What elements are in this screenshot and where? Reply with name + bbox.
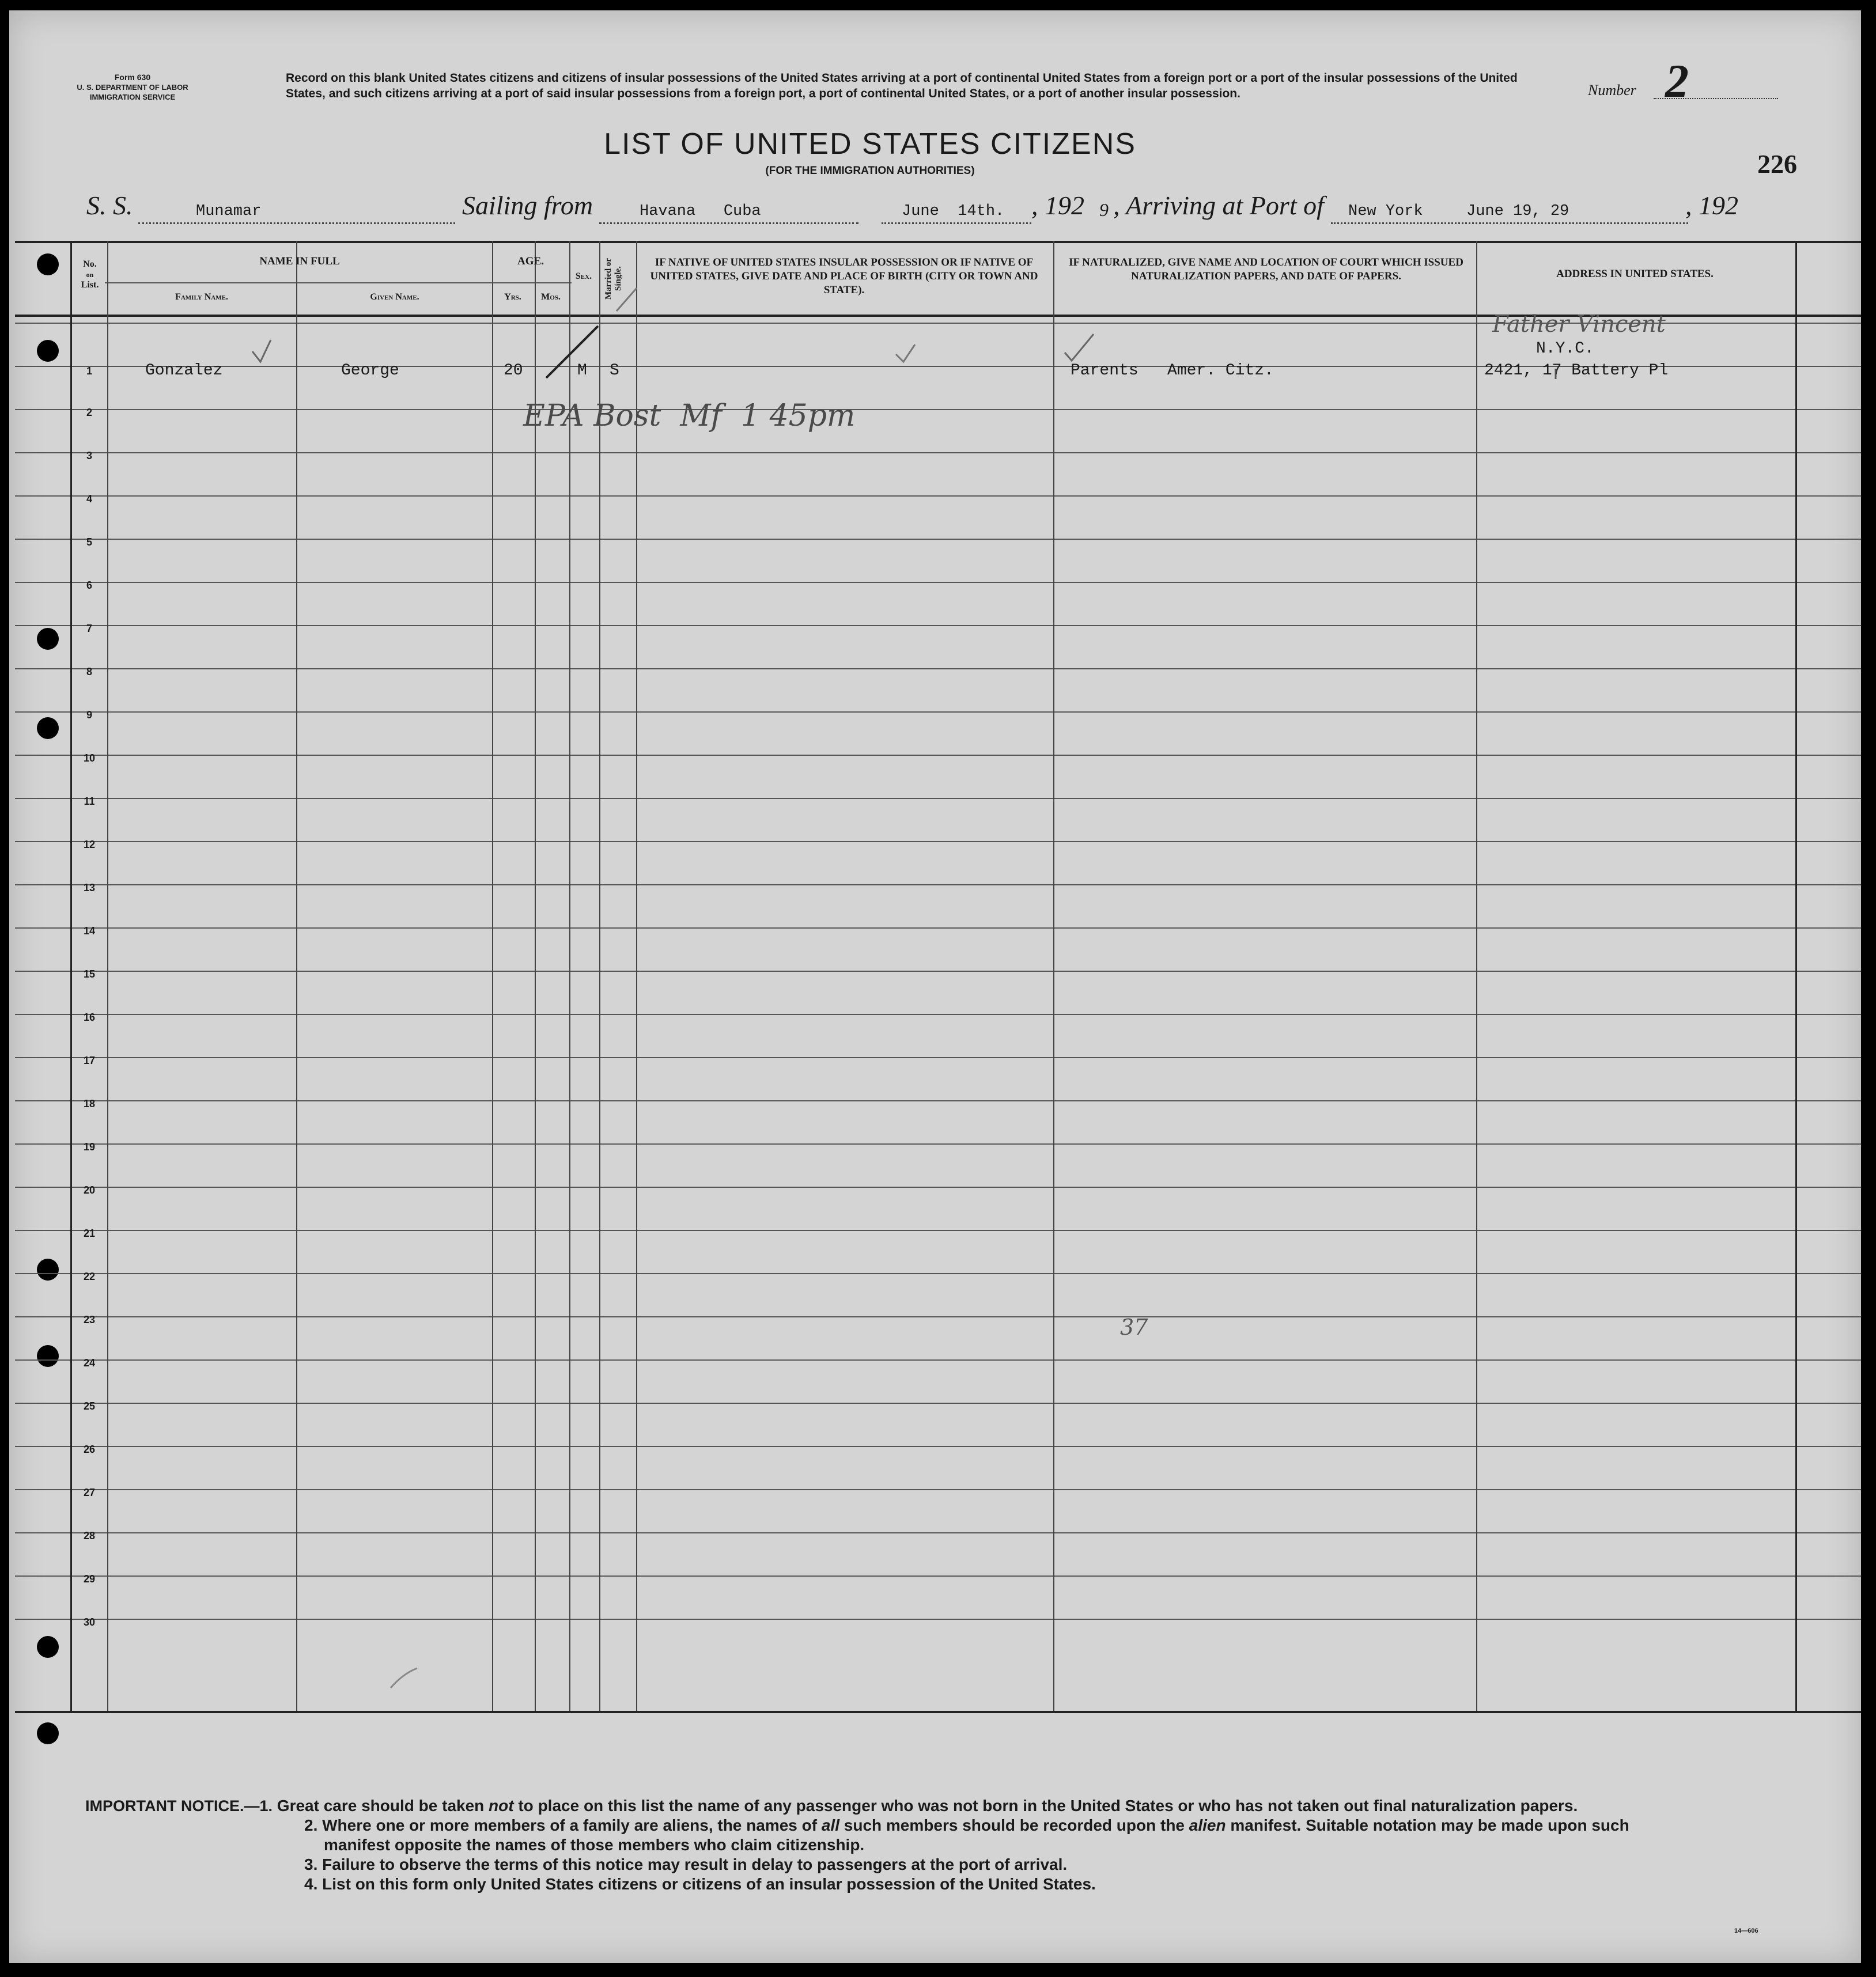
age-strike-mark bbox=[546, 326, 598, 378]
notice-item2-e: manifest. Suitable notation may be made upon such bbox=[1226, 1816, 1629, 1834]
row-number: 19 bbox=[83, 1141, 96, 1153]
row-number: 10 bbox=[83, 752, 96, 764]
pencil-stroke bbox=[616, 288, 637, 311]
check-mark-icon bbox=[252, 340, 271, 362]
row-number: 14 bbox=[83, 925, 96, 937]
row-number: 2 bbox=[86, 407, 92, 418]
header-naturalized: IF NATURALIZED, GIVE NAME AND LOCATION OF COURT WHICH ISSUED NATURALIZATION PAPERS, AND DATE OF PAPERS. bbox=[1069, 256, 1463, 282]
notice-item2-c: such members should be recorded upon the bbox=[839, 1816, 1189, 1834]
department-name: U. S. DEPARTMENT OF LABOR bbox=[77, 83, 188, 92]
row-number: 20 bbox=[83, 1184, 96, 1196]
notice-item1-c: to place on this list the name of any passenger who was not born in the United States or who has not taken out final naturalization papers. bbox=[513, 1797, 1578, 1815]
handwritten-address-note: Father Vincent bbox=[1492, 311, 1666, 338]
notice-item2-a: 2. Where one or more members of a family are aliens, the names of bbox=[304, 1816, 822, 1834]
notice-item4: 4. List on this form only United States citizens or citizens of an insular possession of the United States. bbox=[304, 1875, 1096, 1893]
important-notice bbox=[85, 1796, 1814, 1894]
given-name-cell: George bbox=[341, 362, 399, 380]
row-number: 16 bbox=[83, 1012, 96, 1023]
pencil-stroke bbox=[391, 1668, 417, 1688]
row-number: 21 bbox=[83, 1228, 96, 1239]
header-native-birth: IF NATIVE OF UNITED STATES INSULAR POSSESSION OR IF NATIVE OF UNITED STATES, GIVE DATE AND PLACE OF BIRTH (CITY OR TOWN AND STATE). bbox=[650, 256, 1038, 296]
number-label: Number bbox=[1588, 82, 1636, 99]
row-number: 26 bbox=[83, 1444, 96, 1455]
row-number: 30 bbox=[83, 1616, 96, 1628]
row-number: 3 bbox=[86, 450, 92, 461]
row-number: 23 bbox=[83, 1314, 96, 1325]
row-number: 9 bbox=[86, 709, 92, 721]
header-address: ADDRESS IN UNITED STATES. bbox=[1556, 268, 1714, 280]
row-number: 7 bbox=[86, 623, 92, 634]
row-number: 6 bbox=[86, 580, 92, 591]
notice-item2-b: all bbox=[821, 1816, 839, 1834]
form-number: Form 630 bbox=[114, 73, 151, 82]
year-label-1: , 192 bbox=[1031, 191, 1084, 220]
header-family-name: Family Name. bbox=[175, 292, 228, 302]
sailing-from: Havana Cuba bbox=[640, 203, 761, 220]
header-given-name: Given Name. bbox=[370, 292, 419, 302]
row-number: 4 bbox=[86, 493, 92, 505]
arrival-port: New York bbox=[1348, 203, 1423, 220]
ship-name: Munamar bbox=[196, 203, 262, 220]
address-cell: 2421, 17 Battery Pl bbox=[1484, 362, 1669, 380]
family-name-cell: Gonzalez bbox=[145, 362, 223, 380]
arrival-date: June 19, 29 bbox=[1466, 203, 1569, 220]
header-on: on bbox=[86, 271, 94, 279]
sailing-label: Sailing from bbox=[462, 191, 593, 220]
ss-label: S. S. bbox=[86, 191, 133, 220]
row-number: 15 bbox=[83, 968, 96, 980]
row-number: 12 bbox=[83, 839, 96, 850]
row-number: 29 bbox=[83, 1573, 96, 1585]
check-mark-icon bbox=[1065, 334, 1094, 361]
row-number: 22 bbox=[83, 1271, 96, 1282]
row-number: 24 bbox=[83, 1357, 96, 1369]
notice-item1-a: Great care should be taken bbox=[277, 1797, 489, 1815]
row-number: 8 bbox=[86, 666, 92, 677]
page-title: LIST OF UNITED STATES CITIZENS bbox=[604, 127, 1136, 161]
year-suffix-1: 9 bbox=[1099, 199, 1109, 220]
header-yrs: Yrs. bbox=[504, 292, 521, 302]
header-name-in-full: NAME IN FULL bbox=[259, 255, 340, 267]
page-number: 226 bbox=[1757, 149, 1797, 179]
row-number: 25 bbox=[83, 1400, 96, 1412]
header-married-single: Married or Single. bbox=[604, 257, 623, 300]
row-number: 28 bbox=[83, 1530, 96, 1542]
row-number: 27 bbox=[83, 1487, 96, 1498]
row-number: 5 bbox=[86, 536, 92, 548]
check-mark-icon bbox=[896, 344, 915, 362]
row-number: 11 bbox=[84, 796, 95, 807]
age-years-cell: 20 bbox=[504, 362, 523, 380]
row-number: 1 bbox=[86, 365, 92, 377]
sailing-date: June 14th. bbox=[902, 203, 1005, 220]
header-mos: Mos. bbox=[541, 292, 561, 302]
year-label-2: , 192 bbox=[1685, 191, 1738, 220]
notice-item3: 3. Failure to observe the terms of this notice may result in delay to passengers at the port of arrival. bbox=[304, 1855, 1068, 1873]
naturalization-cell: Parents Amer. Citz. bbox=[1071, 362, 1274, 380]
handwritten-inspection-note: EPA Bost Mf 1 45pm bbox=[523, 399, 856, 433]
page-subtitle: (FOR THE IMMIGRATION AUTHORITIES) bbox=[765, 165, 975, 177]
header-sex: Sex. bbox=[575, 271, 592, 281]
header-list: List. bbox=[81, 280, 99, 290]
handwritten-number: 37 bbox=[1120, 1315, 1148, 1340]
instructions-text: Record on this blank United States citizens and citizens of insular possessions of the United States arriving at a port of continental United States from a foreign port or a port of the insular possessions of the United States, and such citizens arriving at a port of said insular possessions from a foreign port, a port of continental United States, or a port of another insular possession. bbox=[286, 71, 1518, 100]
list-number: 2 bbox=[1665, 55, 1689, 107]
address-city-cell: N.Y.C. bbox=[1536, 340, 1594, 358]
header-no: No. bbox=[83, 259, 97, 269]
notice-item2-d: alien bbox=[1189, 1816, 1226, 1834]
notice-item1-b: not bbox=[489, 1797, 514, 1815]
marital-status-cell: S bbox=[610, 362, 619, 380]
notice-lead: IMPORTANT NOTICE.—1. bbox=[85, 1797, 273, 1815]
row-number: 17 bbox=[83, 1055, 96, 1066]
notice-item2-f: manifest opposite the names of those members who claim citizenship. bbox=[324, 1836, 865, 1854]
service-name: IMMIGRATION SERVICE bbox=[89, 93, 176, 101]
form-code: 14—606 bbox=[1734, 1927, 1758, 1934]
header-age: AGE. bbox=[517, 255, 544, 267]
sex-cell: M bbox=[577, 362, 587, 380]
row-number: 18 bbox=[83, 1098, 96, 1109]
row-number: 13 bbox=[83, 882, 96, 893]
arriving-label: , Arriving at Port of bbox=[1113, 191, 1324, 220]
